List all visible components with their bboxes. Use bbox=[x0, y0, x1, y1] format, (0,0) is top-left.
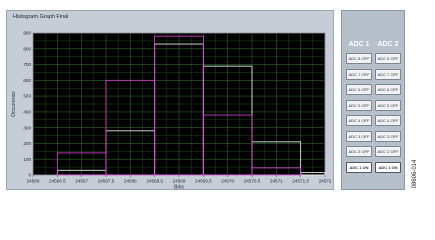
adc2-column-title: ADC 2 bbox=[377, 41, 399, 48]
adc2-toggle-button-5[interactable]: ADC 3 OFF bbox=[375, 131, 401, 142]
x-tick-label: 24567 bbox=[75, 178, 89, 184]
adc1-toggle-button-2[interactable]: ADC 6 OFF bbox=[346, 84, 372, 95]
adc1-toggle-button-3[interactable]: ADC 5 OFF bbox=[346, 100, 372, 111]
adc1-column-title: ADC 1 bbox=[348, 41, 370, 48]
histogram-chart bbox=[7, 11, 335, 191]
y-tick-label: 200 bbox=[23, 141, 31, 147]
adc1-toggle-button-1[interactable]: ADC 7 OFF bbox=[346, 69, 372, 80]
figure-id bbox=[409, 150, 421, 198]
y-axis-label: Occurrence bbox=[11, 91, 17, 117]
adc2-toggle-button-0[interactable]: ADC 8 OFF bbox=[375, 53, 401, 64]
y-tick-label: 500 bbox=[23, 93, 31, 99]
adc1-toggle-button-5[interactable]: ADC 3 OFF bbox=[346, 131, 372, 142]
adc2-toggle-button-1[interactable]: ADC 7 OFF bbox=[375, 69, 401, 80]
y-tick-label: 700 bbox=[23, 62, 31, 68]
y-tick-label: 0 bbox=[28, 172, 31, 178]
y-tick-label: 400 bbox=[23, 109, 31, 115]
x-axis-label: Bins bbox=[174, 184, 184, 191]
histogram-panel bbox=[6, 10, 334, 190]
adc2-toggle-button-7[interactable]: ADC 1 ON bbox=[375, 162, 401, 173]
y-tick-label: 600 bbox=[23, 77, 31, 83]
graph-title: Histogram Graph Final bbox=[13, 14, 69, 20]
adc1-toggle-button-7[interactable]: ADC 1 ON bbox=[346, 162, 372, 173]
x-tick-label: 24571.5 bbox=[292, 178, 309, 184]
adc1-toggle-button-4[interactable]: ADC 4 OFF bbox=[346, 115, 372, 126]
y-tick-label: 800 bbox=[23, 46, 31, 52]
x-tick-label: 24567.5 bbox=[97, 178, 115, 184]
x-tick-label: 24569.5 bbox=[195, 178, 212, 184]
y-tick-label: 900 bbox=[23, 30, 31, 36]
y-tick-label: 300 bbox=[23, 125, 31, 131]
adc1-toggle-button-6[interactable]: ADC 2 OFF bbox=[346, 146, 372, 157]
x-tick-label: 24571 bbox=[269, 178, 283, 184]
x-tick-label: 24570 bbox=[221, 178, 235, 184]
x-tick-label: 24569 bbox=[172, 178, 186, 184]
adc2-toggle-button-3[interactable]: ADC 5 OFF bbox=[375, 100, 401, 111]
x-tick-label: 24572 bbox=[318, 178, 332, 184]
adc2-toggle-button-2[interactable]: ADC 6 OFF bbox=[375, 84, 401, 95]
y-tick-label: 100 bbox=[23, 156, 31, 162]
x-tick-label: 24570.5 bbox=[243, 178, 261, 184]
x-tick-label: 24568 bbox=[123, 178, 137, 184]
x-tick-label: 24566.5 bbox=[49, 178, 66, 184]
x-tick-label: 24566 bbox=[26, 178, 40, 184]
adc2-toggle-button-6[interactable]: ADC 2 OFF bbox=[375, 146, 401, 157]
adc-control-panel bbox=[341, 10, 405, 190]
x-tick-label: 24568.5 bbox=[146, 178, 163, 184]
figure-id-label: 08606-014 bbox=[412, 159, 418, 189]
adc1-toggle-button-0[interactable]: ADC 8 OFF bbox=[346, 53, 372, 64]
adc2-toggle-button-4[interactable]: ADC 4 OFF bbox=[375, 115, 401, 126]
